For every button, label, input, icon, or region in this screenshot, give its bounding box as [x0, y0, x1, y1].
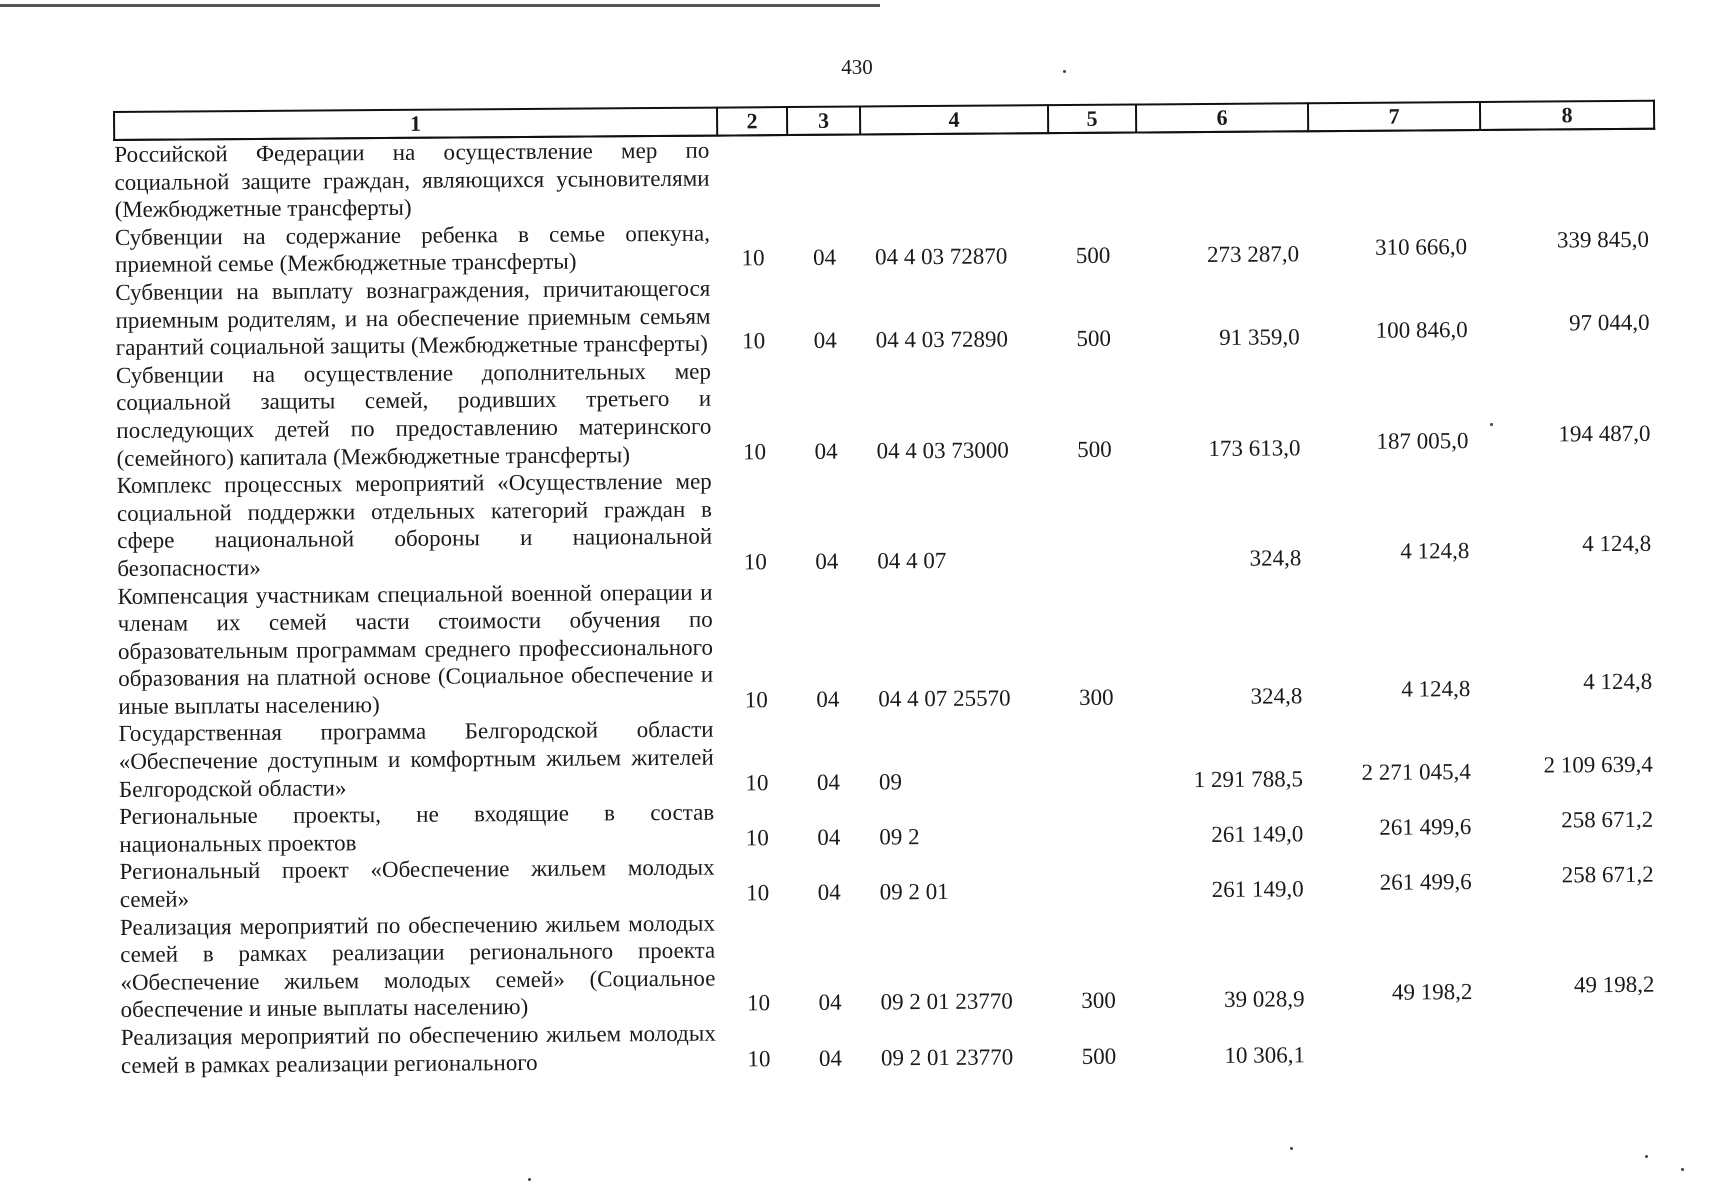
amount-column-8: 194 487,0 — [1558, 420, 1651, 446]
section-code: 10 — [742, 328, 766, 354]
subsection-code: 04 — [815, 548, 839, 574]
amount-column-7: 49 198,2 — [1391, 979, 1473, 1006]
subsection-code: 04 — [818, 1045, 843, 1071]
amount-column-7: 261 499,6 — [1379, 813, 1472, 840]
amount-column-8: 97 044,0 — [1569, 309, 1650, 336]
subsection-code: 04 — [813, 245, 837, 271]
row-description: Реализация мероприятий по обеспечению жильем молодых семей в рамках реализации регионального — [120, 1020, 716, 1078]
section-code: 10 — [746, 990, 771, 1016]
expense-type-code: 300 — [1078, 684, 1114, 710]
target-article-code: 09 2 01 23770 — [880, 988, 1013, 1015]
amount-column-8: 49 198,2 — [1573, 972, 1655, 998]
column-header-6: 6 — [1136, 103, 1308, 132]
scan-speck — [1290, 1147, 1293, 1150]
target-article-code: 04 4 03 72870 — [875, 243, 1008, 270]
row-description: Региональный проект «Обеспечение жильем молодых семей» — [119, 855, 715, 913]
amount-column-7 — [1308, 130, 1481, 215]
amount-column-8: 4 124,8 — [1582, 530, 1652, 557]
subsection-code: 04 — [816, 769, 841, 795]
section-code: 10 — [747, 1045, 771, 1071]
expense-type-code — [1053, 796, 1141, 852]
section-code: 10 — [742, 438, 767, 464]
row-description: Компенсация участникам специальной военной операции и членам их семей части стоимости обучения по образовательным программам среднего профессионального образования на платной основе (Социальное обеспечение и иные выплаты населению) — [117, 579, 714, 719]
subsection-code: 04 — [814, 438, 838, 464]
amount-column-7: 261 499,6 — [1379, 869, 1472, 895]
scan-speck — [528, 1178, 531, 1181]
amount-column-6: 10 306,1 — [1224, 1041, 1306, 1068]
expense-type-code: 500 — [1081, 1043, 1117, 1069]
table-row — [117, 571, 1658, 720]
target-article-code: 09 2 01 — [879, 878, 949, 905]
scan-speck — [1645, 1155, 1648, 1158]
amount-column-7: 310 666,0 — [1374, 234, 1468, 261]
amount-column-6 — [1136, 131, 1309, 216]
subsection-code — [787, 135, 861, 219]
table-row — [114, 129, 1655, 224]
row-description: Субвенции на выплату вознаграждения, причитающегося приемным родителям, и на обеспечение приемным семьям гарантий социальной защиты (Межбюджетные трансферты) — [115, 275, 711, 361]
amount-column-6: 261 149,0 — [1211, 821, 1304, 847]
scan-speck — [1681, 1168, 1684, 1171]
amount-column-6: 39 028,9 — [1223, 986, 1305, 1013]
subsection-code: 04 — [816, 686, 840, 712]
subsection-code: 04 — [818, 990, 842, 1016]
expense-type-code — [1053, 851, 1141, 907]
column-header-7: 7 — [1308, 102, 1480, 131]
amount-column-8: 258 671,2 — [1561, 861, 1654, 888]
amount-column-7: 2 271 045,4 — [1361, 758, 1471, 785]
amount-column-8: 4 124,8 — [1583, 668, 1653, 695]
page-number: 430 — [841, 55, 873, 79]
amount-column-6: 273 287,0 — [1206, 241, 1300, 268]
scan-speck — [1490, 423, 1493, 426]
section-code: 10 — [745, 825, 769, 851]
column-header-1: 1 — [114, 108, 717, 140]
expense-type-code — [1048, 133, 1137, 217]
table-row — [121, 1013, 1661, 1079]
row-description: Реализация мероприятий по обеспечению жильем молодых семей в рамках реализации регионального проекта «Обеспечение жильем молодых семей» (Социальное обеспечение и иные выплаты населению) — [119, 910, 716, 1023]
amount-column-6: 324,8 — [1249, 545, 1302, 571]
column-header-2: 2 — [717, 107, 787, 136]
subsection-code: 04 — [817, 879, 841, 905]
table-row — [116, 350, 1657, 472]
amount-column-7: 100 846,0 — [1375, 317, 1468, 343]
row-description: Российской Федерации на осуществление мер по социальной защите граждан, являющихся усыновителями (Межбюджетные трансферты) — [114, 137, 710, 223]
target-article-code: 09 — [878, 768, 903, 795]
table-row — [115, 268, 1656, 362]
target-article-code: 09 2 — [879, 823, 920, 850]
amount-column-6: 261 149,0 — [1211, 876, 1304, 902]
amount-column-6: 173 613,0 — [1208, 434, 1301, 461]
table-row — [117, 461, 1658, 583]
amount-column-7 — [1315, 1014, 1487, 1070]
expense-type-code — [1051, 465, 1140, 576]
amount-column-6: 91 359,0 — [1219, 324, 1300, 351]
row-description: Субвенции на содержание ребенка в семье опекуна, приемной семье (Межбюджетные трансферты) — [114, 220, 711, 278]
amount-column-7: 4 124,8 — [1400, 537, 1470, 564]
table-row — [118, 709, 1659, 803]
target-article-code: 04 4 07 25570 — [878, 685, 1011, 712]
expense-type-code: 500 — [1076, 325, 1112, 352]
row-description: Комплекс процессных мероприятий «Осуществление мер социальной поддержки отдельных категорий граждан в сфере национальной обороны и национальной безопасности» — [116, 468, 713, 581]
section-code: 10 — [743, 549, 767, 575]
subsection-code: 04 — [817, 824, 841, 850]
row-description: Государственная программа Белгородской области «Обеспечение доступным и комфортным жильем жителей Белгородской области» — [118, 717, 714, 802]
section-code: 10 — [741, 245, 765, 271]
column-header-3: 3 — [787, 107, 860, 136]
budget-table — [113, 100, 1662, 1079]
subsection-code: 04 — [813, 327, 837, 354]
amount-column-7: 4 124,8 — [1401, 675, 1471, 702]
amount-column-8: 258 671,2 — [1561, 806, 1654, 833]
amount-column-8: 2 109 639,4 — [1543, 751, 1653, 778]
column-header-4: 4 — [860, 105, 1048, 134]
target-article-code: 04 4 03 73000 — [876, 436, 1009, 463]
column-header-8: 8 — [1480, 101, 1654, 130]
amount-column-6: 324,8 — [1250, 683, 1303, 709]
amount-column-6: 1 291 788,5 — [1193, 765, 1304, 792]
section-code: 10 — [745, 769, 769, 796]
section-code: 10 — [744, 687, 768, 713]
expense-type-code — [1052, 713, 1141, 796]
target-article-code — [860, 133, 1049, 218]
table-row — [120, 902, 1661, 1024]
row-description: Региональные проекты, не входящие в состав национальных проектов — [119, 799, 715, 857]
target-article-code: 04 4 03 72890 — [875, 326, 1009, 353]
amount-column-8 — [1487, 1013, 1661, 1069]
scan-speck — [1063, 70, 1066, 73]
section-code: 10 — [746, 880, 770, 906]
target-article-code: 09 2 01 23770 — [880, 1044, 1014, 1070]
target-article-code: 04 4 07 — [877, 547, 947, 574]
budget-table-wrapper — [113, 100, 1660, 1079]
amount-column-8: 339 845,0 — [1556, 227, 1650, 253]
row-description: Субвенции на осуществление дополнительных мер социальной защиты семей, родивших третьего и последующих детей по предоставлению материнского (семейного) капитала (Межбюджетные трансферты) — [115, 358, 712, 471]
section-code — [717, 135, 788, 219]
scan-edge-line — [0, 4, 880, 7]
amount-column-8 — [1480, 129, 1655, 214]
expense-type-code: 500 — [1077, 436, 1112, 462]
expense-type-code: 300 — [1081, 988, 1116, 1014]
column-header-5: 5 — [1048, 105, 1136, 134]
expense-type-code: 500 — [1075, 243, 1111, 269]
amount-column-7: 187 005,0 — [1376, 427, 1469, 454]
